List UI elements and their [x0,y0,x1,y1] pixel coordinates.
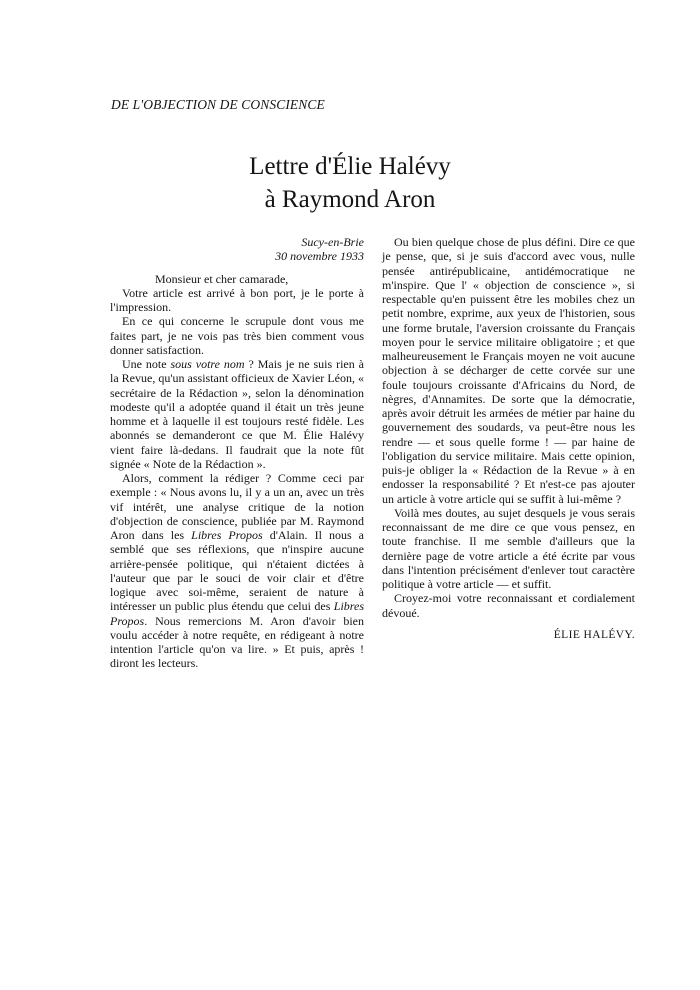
right-column [382,235,635,642]
paragraph-7: Croyez-moi votre reconnaissant et cordialement dévoué. [382,591,635,620]
paragraph-6: Voilà mes doutes, au sujet desquels je vous serais reconnaissant de me dire ce que vous pensez, en toute franchise. Il me semble d'ailleurs que la dernière page de votre article a été écrite par vous dans l'intention précisément d'enlever tout caractère politique à votre article — et suffit. [382,505,635,591]
paragraph-3-a: Une note [122,357,171,371]
page-title [0,150,700,216]
paragraph-4 [110,471,364,671]
paragraph-5: Ou bien quelque chose de plus défini. Dire ce que je pense, que, si je suis d'accord avec vous, nulle pensée antirépublicaine, antidémocratique ne m'inspire. Que l' « objection de conscience », si respectable qu'en puissent être les mobiles chez un petit nombre, exprime, aux yeux de l'historien, sous une forme brutale, l'aversion croissante du Français moyen pour le service militaire obligatoire ; et que malheureusement le Français moyen ne voit aucune objection à se décharger de cette corvée sur une foule toujours croissante d'Africains du Nord, de nègres, d'Annamites. De sorte que la démocratie, après avoir détruit les armées de métier par haine du gouvernement des soudards, va peut-être nous les rendre — et sous quelle forme ! — par haine de l'obligation du service militaire. Mais cette opinion, puis-je obliger la « Rédaction de la Revue » à en endosser la responsabilité ? Et n'est-ce pas ajouter un article à votre article qui se suffit à lui-même ? [382,235,635,506]
paragraph-4-emphasis-1: Libres Propos [191,528,263,542]
place: Sucy-en-Brie [301,235,364,249]
left-column [110,235,364,671]
title-line-2: à Raymond Aron [264,186,436,213]
paragraph-4-c: . Nous remercions M. Aron d'avoir bien voulu accéder à notre requête, en rédigeant à notre intention l'article qu'on va lire. » Et puis, après ! diront les lecteurs. [110,613,364,671]
paragraph-4-b: d'Alain. Il nous a semblé que ses réflexions, que n'inspire aucune arrière-pensée politique, qui n'étaient dictées à l'auteur que par le souci de voir clair et d'être logique avec soi-même, seraient de nature à intéresser un public plus étendu que celui des [110,528,364,614]
salutation: Monsieur et cher camarade, [155,271,289,286]
dateline [110,235,364,264]
paragraph-4-a: Alors, comment la rédiger ? Comme ceci par exemple : « Nous avons lu, il y a un an, avec un très vif intérêt, une analyse critique de la notion d'objection de conscience, publiée par M. Raymond Aron dans les [110,471,364,542]
title-line-1: Lettre d'Élie Halévy [249,153,451,180]
paragraph-3-emphasis: sous votre nom [170,357,245,371]
signature: ÉLIE HALÉVY. [553,628,635,641]
paragraph-2: En ce qui concerne le scrupule dont vous me faites part, je ne vois pas très bien comment vous donner satisfaction. [110,314,364,357]
paragraph-3-b: ? Mais je ne suis rien à la Revue, qu'un assistant officieux de Xavier Léon, « secrétaire de la Rédaction », selon la dénomination modeste qu'il a adoptée quand il était un très jeune homme et à laquelle il est toujours resté fidèle. Les abonnés se demanderont ce que M. Élie Halévy vient faire là-dedans. Il faudrait que la note fût signée « Note de la Rédaction ». [110,357,365,471]
paragraph-4-emphasis-2: Libres Propos [110,599,364,628]
paragraph-1: Votre article est arrivé à bon port, je le porte à l'impression. [110,285,364,314]
paragraph-3 [110,357,364,471]
running-head: DE L'OBJECTION DE CONSCIENCE [111,97,325,112]
date: 30 novembre 1933 [275,249,364,264]
